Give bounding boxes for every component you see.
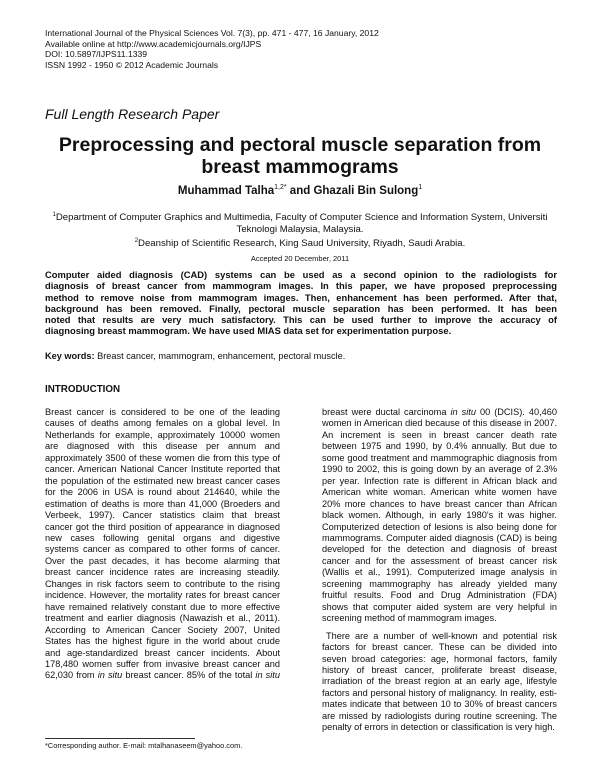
title-line-2: breast mammograms xyxy=(201,156,399,178)
body-line: have remained relatively constant due to more effective xyxy=(45,601,280,612)
author-separator: and xyxy=(286,184,314,197)
body-line: factors and personal history of malignancy. In reality, esti- xyxy=(322,687,557,698)
journal-citation: International Journal of the Physical Sciences Vol. 7(3), pp. 471 - 477, 16 January, 2012 xyxy=(45,28,379,38)
italic-term: in situ xyxy=(97,670,123,681)
body-line: systems cancer as compared to other forms of cancer. xyxy=(45,544,280,555)
body-line: 178,480 women suffer from invasive breast cancer and xyxy=(45,658,280,669)
body-line: treatment and earlier diagnosis (Nawazish et al., 2011). xyxy=(45,613,280,624)
body-line: According to American Cancer Society 2007, United xyxy=(45,624,280,635)
italic-term: in situ xyxy=(450,407,476,417)
journal-doi: DOI: 10.5897/IJPS11.1339 xyxy=(45,49,148,60)
body-line: are missed by radiologists during routine screening. The xyxy=(322,710,557,721)
abstract-line: diagnosing breast mammogram. We have used MIAS data set for experimentation purpose. xyxy=(45,325,452,337)
keywords xyxy=(45,351,345,361)
keywords-label: Key words: xyxy=(45,351,95,361)
body-line: seven broad categories: age, hormonal factors, family xyxy=(322,653,557,664)
body-line: Computerized detection of lesions is also being done for xyxy=(322,521,557,532)
author-2: Ghazali Bin Sulong xyxy=(313,184,419,197)
body-line: Over the past decades, it has become alarming that xyxy=(45,555,280,566)
title-line-1: Preprocessing and pectoral muscle separation from xyxy=(58,134,542,156)
author-2-affiliation: 1 xyxy=(418,184,423,191)
left-column xyxy=(45,407,280,682)
body-line: black women. Although, in early 1980's it was higher. xyxy=(322,510,557,521)
body-line: (Wallis et al., 1991). Computerized image analysis in xyxy=(322,567,557,578)
affiliation-1-number: 1 xyxy=(52,212,56,218)
body-line: some good treatment and mammographic diagnosis from xyxy=(322,452,557,463)
body-line: and age-standardized breast cancer incidents. About xyxy=(45,647,280,658)
abstract-line: diagnosis of breast cancer from mammogram images. In this paper, we have proposed preprocessing xyxy=(45,280,557,292)
text-span: 00 (DCIS). 40,460 xyxy=(475,407,557,417)
author-1: Muhammad Talha xyxy=(177,184,275,197)
body-line: fruitful results. Food and Drug Administration (FDA) xyxy=(322,590,557,601)
footnote-rule xyxy=(45,738,195,739)
body-line: mammograms. Computer aided diagnosis (CAD) is being xyxy=(322,532,557,543)
body-line: shows that computer aided system are very helpful in xyxy=(322,601,557,612)
affiliation-2-number: 2 xyxy=(134,237,139,244)
author-1-affiliation: 1,2* xyxy=(274,184,287,191)
paper-title xyxy=(40,134,560,178)
body-line-first xyxy=(322,407,557,418)
affiliation-1-line-1 xyxy=(40,210,560,224)
corresponding-author-footnote: *Corresponding author. E-mail: mtalhanaseem@yahoo.com. xyxy=(45,741,243,750)
body-line: An increment is seen in breast cancer death rate xyxy=(322,429,557,440)
body-line: American white woman. American white women have xyxy=(322,487,557,498)
journal-header xyxy=(45,28,379,70)
paper-type: Full Length Research Paper xyxy=(45,106,220,122)
body-line: incidence. However, the mortality rates for breast cancer xyxy=(45,590,280,601)
italic-term: in situ xyxy=(255,670,280,681)
abstract xyxy=(45,269,557,337)
journal-url: Available online at http://www.academicjournals.org/IJPS xyxy=(45,38,262,49)
body-line: penalty of errors in detection or classification is very high. xyxy=(322,722,555,733)
body-line: screening method of mammogram images. xyxy=(322,613,497,624)
body-line: irradiation of the breast region at an early age, lifestyle xyxy=(322,676,557,687)
body-line: States has the highest figure in the world about crude xyxy=(45,636,280,647)
body-line: cancer. American National Cancer Institute reported that xyxy=(45,464,280,475)
body-line: factors for breast cancer. These can be divided into xyxy=(322,642,557,653)
body-line: developed for the detection and diagnosis of breast xyxy=(322,544,557,555)
text-span: breast were ductal carcinoma xyxy=(322,407,451,417)
abstract-line: Computer aided diagnosis (CAD) systems can be used as a second opinion to the radiologists for xyxy=(45,269,557,280)
body-line: for the 2006 in USA is round about 214640, while the xyxy=(45,487,280,498)
body-line: per year. Infection rate is different in African black and xyxy=(322,475,557,486)
body-line: estimation of deaths is more than 41,000 (Broeders and xyxy=(45,498,280,509)
body-line: cancer got the third position of appearance in diagnosed xyxy=(45,521,280,532)
body-line: breast cancer incidence rates are increasing steadily. xyxy=(45,567,280,578)
body-line: new cases following genital organs and digestive xyxy=(45,532,280,543)
body-line: Netherlands for example, approximately 10000 women xyxy=(45,429,280,440)
body-line: are diagnosed with this disease per annum and xyxy=(45,441,280,452)
accepted-date: Accepted 20 December, 2011 xyxy=(250,254,350,263)
authors xyxy=(40,184,560,197)
body-line: between 1975 and 1990, by 0.4% annually. But due to xyxy=(322,441,557,452)
abstract-line: method to remove noise from mammogram images. Then, enhancement has been performed. After that, xyxy=(45,291,557,303)
abstract-line: noted that results are very much satisfactory. This can be used further to improve the accuracy of xyxy=(45,314,557,326)
body-line: mates indicate that between 10 to 30% of breast cancers xyxy=(322,699,557,710)
section-heading-introduction: INTRODUCTION xyxy=(45,384,121,395)
body-line: approximately 3500 of these women die from this type of xyxy=(45,452,280,463)
body-line: the population of the estimated new breast cancer cases xyxy=(45,475,280,486)
body-line: Changes in risk factors seem to contribute to the rising xyxy=(45,578,280,589)
body-line-last xyxy=(45,670,280,681)
text-span: 62,030 from xyxy=(45,670,98,681)
journal-issn: ISSN 1992 - 1950 © 2012 Academic Journals xyxy=(45,59,219,70)
body-line: screening mammography has already yielded many xyxy=(322,578,557,589)
affiliation-2 xyxy=(40,236,560,250)
body-line: history of breast cancer, proliferate breast disease, xyxy=(322,664,557,675)
body-line: women in American died because of this disease in 2007. xyxy=(322,418,557,429)
body-line: Verbeek, 1997). Cancer statistics claim that breast xyxy=(45,510,280,521)
body-line: 1990 to 2002, this is going down by an average of 2.3% xyxy=(322,464,557,475)
body-line: There are a number of well-known and potential risk xyxy=(326,630,557,641)
affiliation-1-line-2: Teknologi Malaysia, Malaysia. xyxy=(236,223,364,235)
body-line: causes of deaths among females on a global level. In xyxy=(45,418,280,429)
affiliation-1-text: Department of Computer Graphics and Multimedia, Faculty of Computer Science and Information System, Universiti xyxy=(55,212,548,224)
keywords-text: Breast cancer, mammogram, enhancement, pectoral muscle. xyxy=(94,351,346,361)
abstract-line: background has been removed. Finally, pectoral muscle separation has been performed. It has been xyxy=(45,302,557,314)
affiliation-2-text: Deanship of Scientific Research, King Saud University, Riyadh, Saudi Arabia. xyxy=(138,237,466,249)
body-line: Breast cancer is considered to be one of the leading xyxy=(45,407,280,417)
body-line: cancer and for the assessment of breast cancer risk xyxy=(322,555,557,566)
affiliations xyxy=(40,210,560,250)
right-column xyxy=(322,407,557,734)
body-line: 20% more chances to have breast cancer than African xyxy=(322,498,557,509)
text-span: breast cancer. 85% of the total xyxy=(122,670,256,681)
